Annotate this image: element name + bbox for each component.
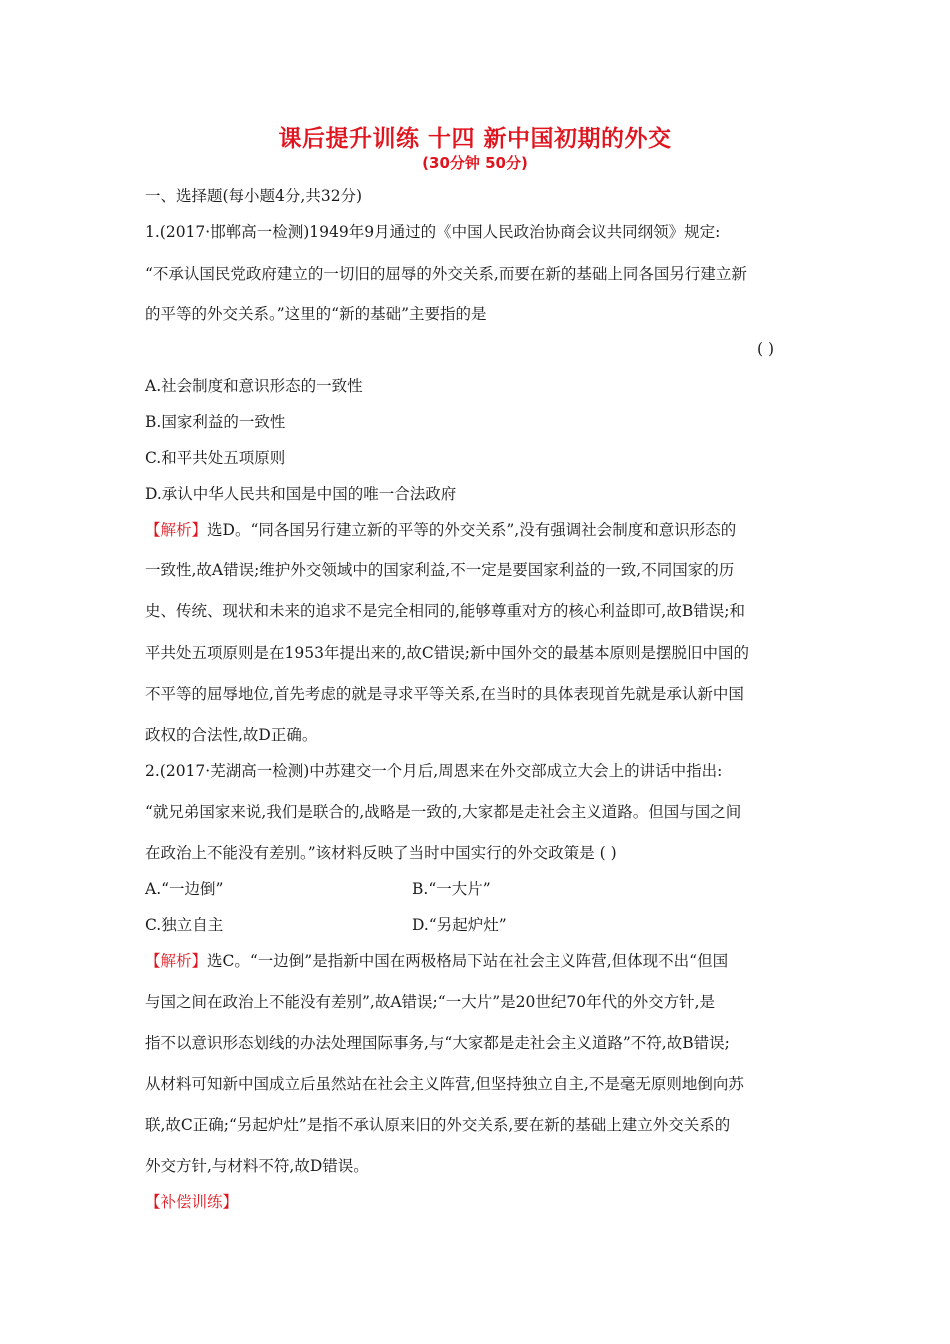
q1-analysis-line-6: 政权的合法性,故D正确。: [145, 726, 318, 744]
q1-stem-line-2: “不承认国民党政府建立的一切旧的屈辱的外交关系,而要在新的基础上同各国另行建立新: [145, 265, 747, 283]
q2-stem-line-1: 2.(2017·芜湖高一检测)中苏建交一个月后,周恩来在外交部成立大会上的讲话中指出:: [145, 762, 723, 780]
q1-analysis-text: 选D。“同各国另行建立新的平等的外交关系”,没有强调社会制度和意识形态的: [207, 521, 737, 539]
q1-stem-line-1: 1.(2017·邯郸高一检测)1949年9月通过的《中国人民政治协商会议共同纲领》规定:: [145, 223, 721, 241]
page-subtitle: (30分钟 50分): [422, 154, 528, 172]
q1-option-c: C.和平共处五项原则: [145, 449, 286, 467]
q2-analysis-line-2: 与国之间在政治上不能没有差别”,故A错误;“一大片”是20世纪70年代的外交方针,是: [145, 993, 715, 1011]
q2-analysis-line-6: 外交方针,与材料不符,故D错误。: [145, 1157, 369, 1175]
q1-analysis-line-4: 平共处五项原则是在1953年提出来的,故C错误;新中国外交的最基本原则是摆脱旧中国的: [145, 644, 749, 662]
q1-option-b: B.国家利益的一致性: [145, 413, 286, 431]
q2-analysis-tag: 【解析】: [145, 952, 208, 970]
q2-stem-line-3: 在政治上不能没有差别。”该材料反映了当时中国实行的外交政策是 ( ): [145, 844, 617, 862]
q1-analysis-tag: 【解析】: [145, 521, 208, 539]
q2-analysis-text: 选C。“一边倒”是指新中国在两极格局下站在社会主义阵营,但体现不出“但国: [207, 952, 729, 970]
q1-option-a: A.社会制度和意识形态的一致性: [145, 377, 363, 395]
q2-option-c: C.独立自主: [145, 916, 224, 934]
q1-answer-blank: ( ): [757, 340, 775, 358]
q2-stem-line-2: “就兄弟国家来说,我们是联合的,战略是一致的,大家都是走社会主义道路。但国与国之间: [145, 803, 742, 821]
q2-option-d: D.“另起炉灶”: [412, 916, 507, 934]
q2-analysis-line-5: 联,故C正确;“另起炉灶”是指不承认原来旧的外交关系,要在新的基础上建立外交关系的: [145, 1116, 731, 1134]
q1-option-d: D.承认中华人民共和国是中国的唯一合法政府: [145, 485, 457, 503]
q2-option-b: B.“一大片”: [412, 880, 491, 898]
q1-stem-line-3: 的平等的外交关系。”这里的“新的基础”主要指的是: [145, 305, 487, 323]
q1-analysis-line-1: [145, 520, 736, 540]
q1-analysis-line-5: 不平等的屈辱地位,首先考虑的就是寻求平等关系,在当时的具体表现首先就是承认新中国: [145, 685, 744, 703]
q1-analysis-line-3: 史、传统、现状和未来的追求不是完全相同的,能够尊重对方的核心利益即可,故B错误;和: [145, 602, 745, 620]
q1-analysis-line-2: 一致性,故A错误;维护外交领域中的国家利益,不一定是要国家利益的一致,不同国家的历: [145, 561, 735, 579]
section-heading: 一、选择题(每小题4分,共32分): [145, 187, 363, 205]
q2-analysis-line-4: 从材料可知新中国成立后虽然站在社会主义阵营,但坚持独立自主,不是毫无原则地倒向苏: [145, 1075, 744, 1093]
q2-option-a: A.“一边倒”: [145, 880, 224, 898]
q2-analysis-line-3: 指不以意识形态划线的办法处理国际事务,与“大家都是走社会主义道路”不符,故B错误;: [145, 1034, 730, 1052]
q2-analysis-line-1: [145, 951, 728, 971]
supplement-heading: 【补偿训练】: [145, 1193, 239, 1211]
page-title: 课后提升训练 十四 新中国初期的外交: [278, 126, 672, 152]
